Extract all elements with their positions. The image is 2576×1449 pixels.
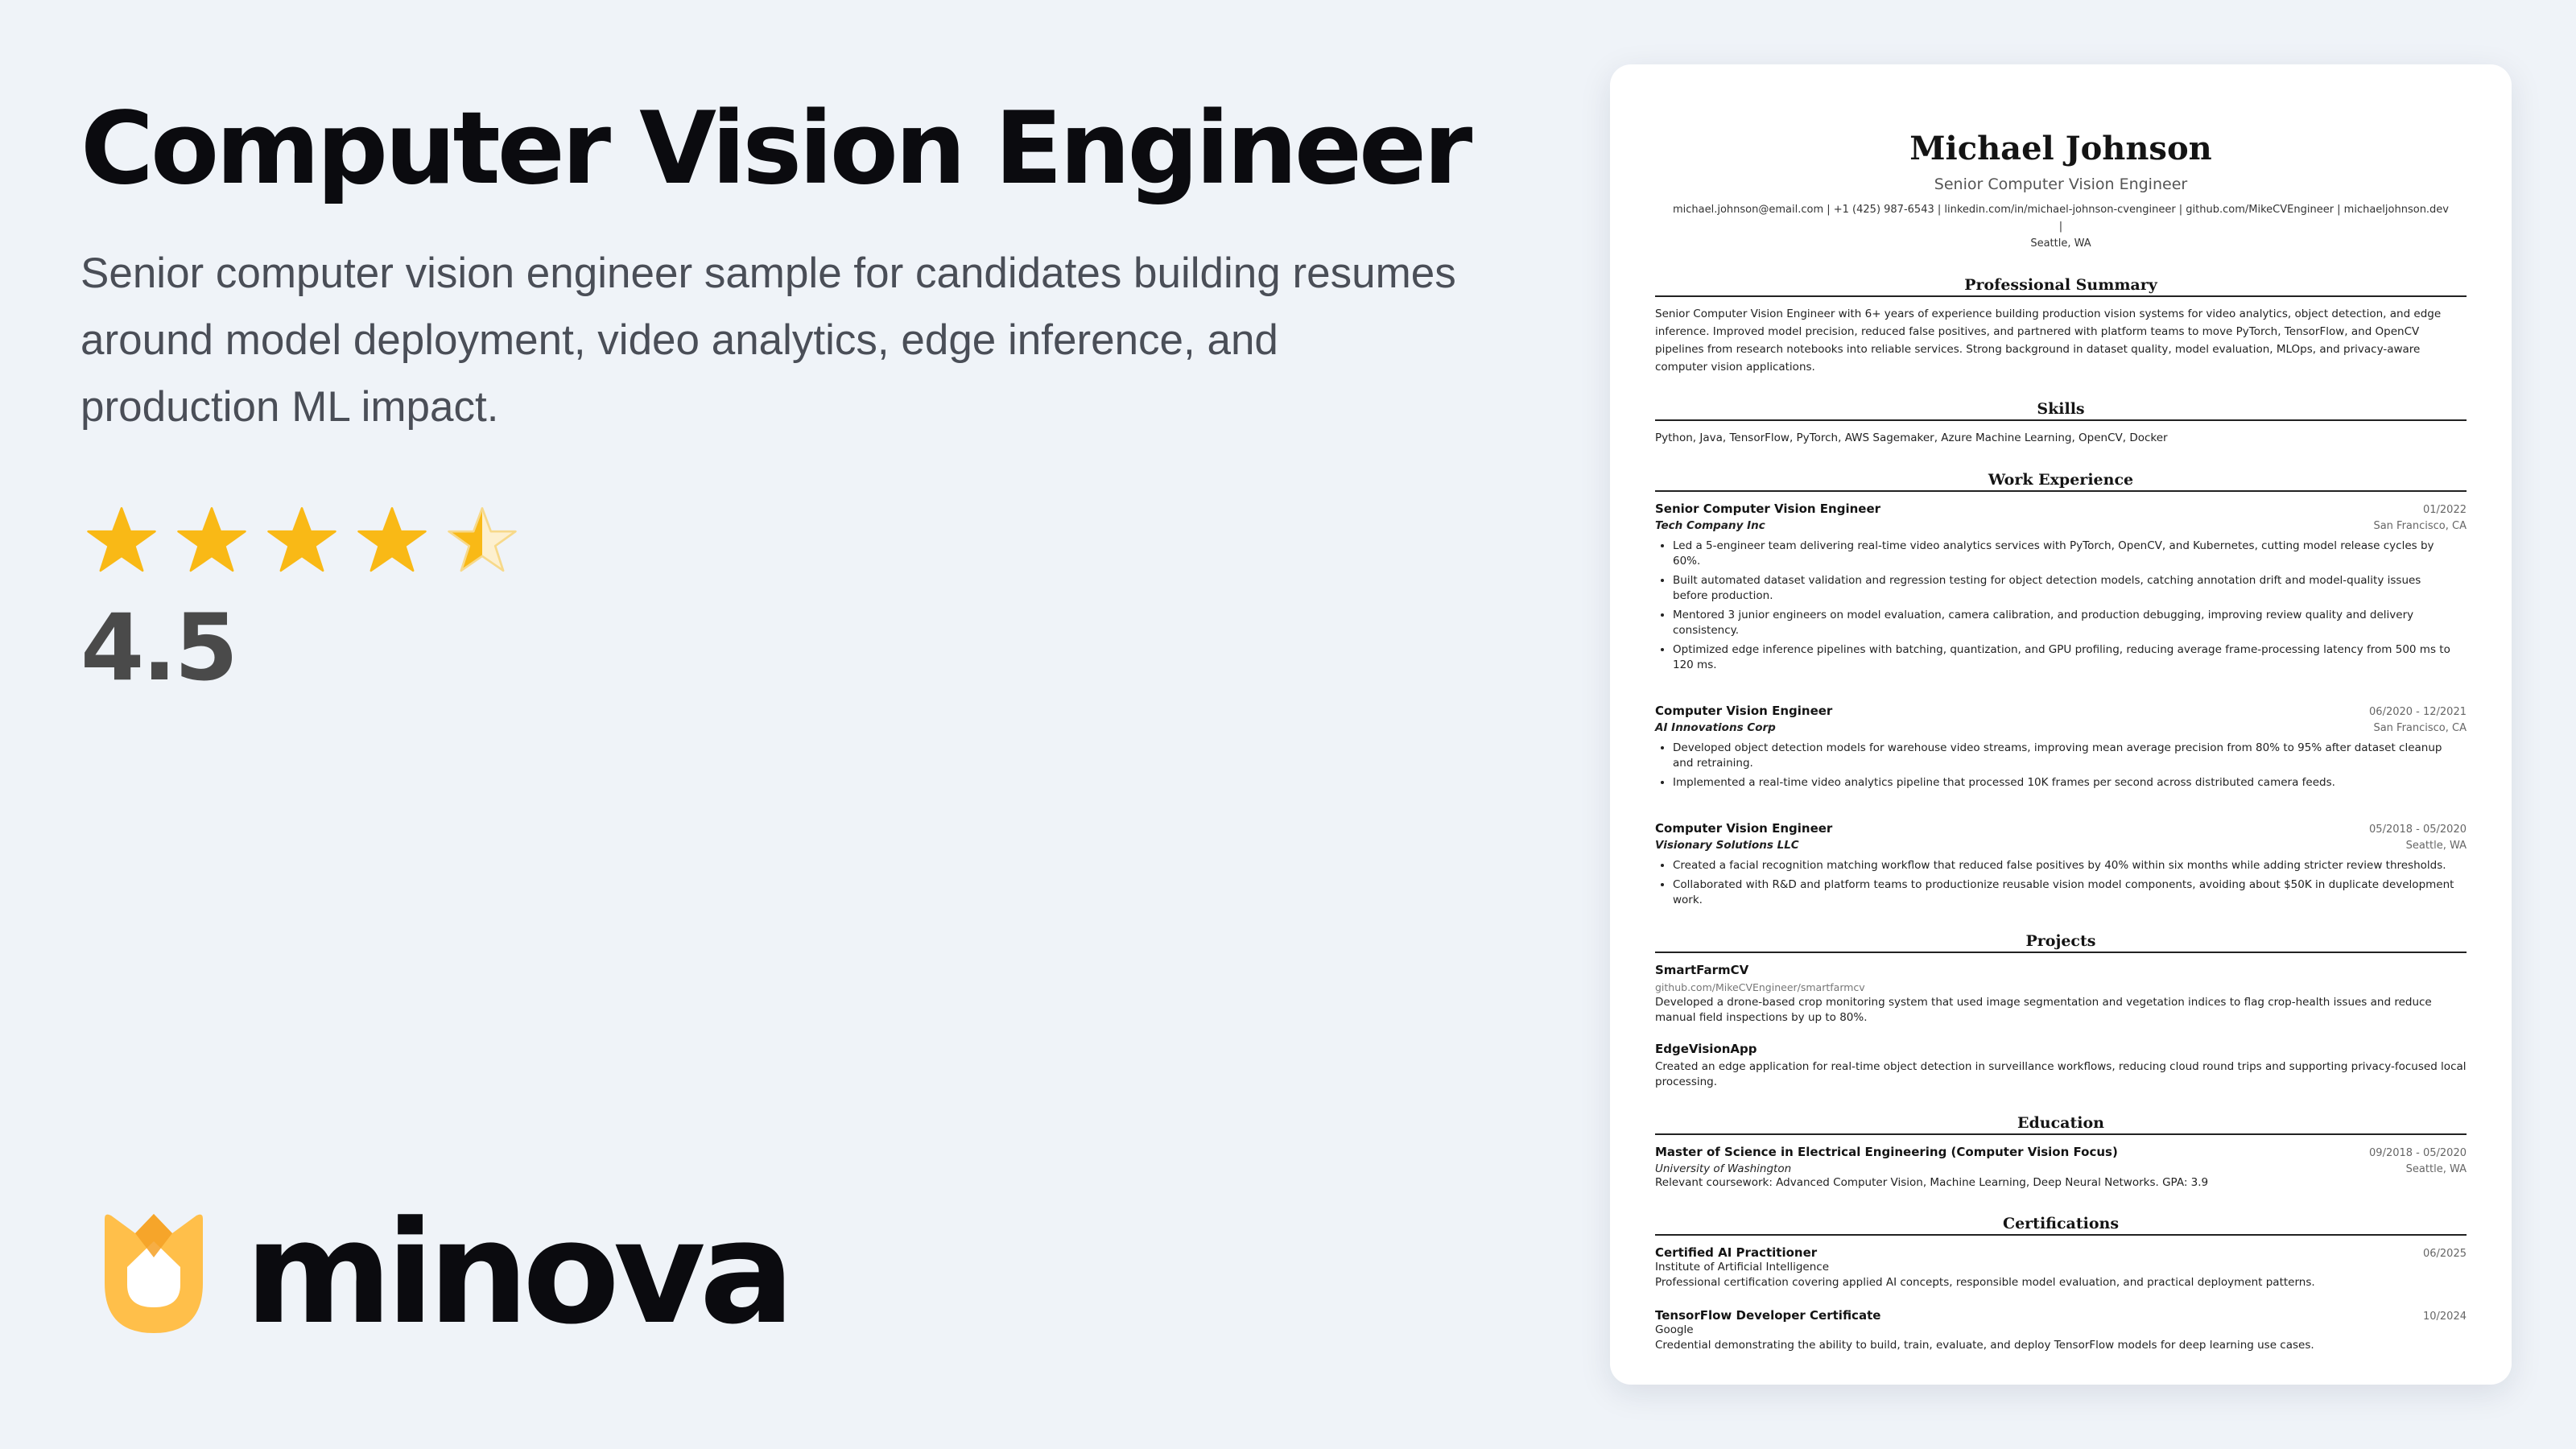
job-entry — [1655, 821, 2467, 908]
bullet-item: • Mentored 3 junior engineers on model evaluation, camera calibration, and production debugging, improving review quality and delivery consistency. — [1673, 608, 2467, 638]
star-icon — [175, 504, 248, 576]
school-location: Seattle, WA — [2405, 1163, 2467, 1175]
star-icon — [446, 504, 518, 576]
degree: Master of Science in Electrical Engineering (Computer Vision Focus) — [1655, 1145, 2118, 1159]
education-item — [1655, 1145, 2467, 1191]
brand-name: minova — [245, 1191, 789, 1356]
section-title: Education — [1655, 1114, 2467, 1135]
bullet-item: • Implemented a real-time video analytics pipeline that processed 10K frames per second across distributed camera feeds. — [1673, 775, 2467, 791]
summary-text: Senior Computer Vision Engineer with 6+ years of experience building production vision systems for video analytics, object detection, and edge inference. Improved model precision, reduced false positives, and partnered with platform teams to move PyTorch, TensorFlow, and OpenCV pipelines from research notebooks into reliable services. Strong background in dataset quality, model evaluation, MLOps, and privacy-aware computer vision applications. — [1655, 308, 2442, 374]
resume-contact — [1655, 201, 2467, 252]
hero — [80, 89, 1470, 440]
job-date: 05/2018 - 05/2020 — [2369, 824, 2467, 836]
education-details: Relevant coursework: Advanced Computer Vision, Machine Learning, Deep Neural Networks. GPA: 3.9 — [1655, 1176, 2209, 1189]
bullet-item: • Led a 5-engineer team delivering real-time video analytics services with PyTorch, OpenCV, and Kubernetes, cutting model release cycles by 60%. — [1673, 539, 2467, 569]
project-item — [1655, 1042, 2467, 1090]
rating-value: 4.5 — [80, 594, 236, 701]
company-name: Visionary Solutions LLC — [1655, 839, 1799, 852]
certifications-section — [1655, 1215, 2467, 1353]
project-description: Created an edge application for real-time object detection in surveillance workflows, reducing cloud round trips and supporting privacy-focused local processing. — [1655, 1060, 2467, 1088]
resume-role: Senior Computer Vision Engineer — [1934, 175, 2188, 193]
job-list — [1655, 502, 2467, 908]
certification-date: 10/2024 — [2422, 1311, 2467, 1323]
certification-description: Credential demonstrating the ability to build, train, evaluate, and deploy TensorFlow models for deep learning use cases. — [1655, 1339, 2314, 1352]
job-location: Seattle, WA — [2405, 840, 2467, 852]
company-name: Tech Company Inc — [1655, 519, 1765, 532]
contact-location: Seattle, WA — [2030, 237, 2091, 250]
star-icon — [266, 504, 338, 576]
certification-issuer: Institute of Artificial Intelligence — [1655, 1261, 1830, 1274]
section-title: Professional Summary — [1655, 276, 2467, 297]
project-link[interactable]: github.com/MikeCVEngineer/smartfarmcv — [1655, 981, 1865, 993]
tulip-logo-icon — [95, 1209, 213, 1338]
job-date: 06/2020 - 12/2021 — [2369, 706, 2467, 718]
resume-name: Michael Johnson — [1909, 130, 2212, 167]
certification-item — [1655, 1308, 2467, 1353]
job-bullets — [1655, 539, 2467, 673]
star-icon — [85, 504, 158, 576]
bullet-item: • Collaborated with R&D and platform teams to productionize reusable vision model components, avoiding about $50K in duplicate development work. — [1673, 877, 2467, 908]
education-date: 09/2018 - 05/2020 — [2369, 1147, 2467, 1159]
brand — [95, 1191, 789, 1356]
resume-preview — [1610, 64, 2512, 1385]
certification-name: TensorFlow Developer Certificate — [1655, 1308, 1881, 1323]
section-title: Skills — [1655, 400, 2467, 421]
project-description: Developed a drone-based crop monitoring system that used image segmentation and vegetation indices to flag crop-health issues and reduce manual field inspections by up to 80%. — [1655, 996, 2432, 1024]
project-name: EdgeVisionApp — [1655, 1042, 1757, 1056]
page-title: Computer Vision Engineer — [80, 91, 1470, 207]
job-title: Senior Computer Vision Engineer — [1655, 502, 1881, 516]
skills-section — [1655, 400, 2467, 447]
project-item — [1655, 963, 2467, 1026]
page-subtitle: Senior computer vision engineer sample for candidates building resumes around model deployment, video analytics, edge inference, and production ML impact. — [80, 250, 1456, 431]
section-title: Certifications — [1655, 1215, 2467, 1236]
certification-date: 06/2025 — [2422, 1248, 2467, 1260]
star-icon — [356, 504, 428, 576]
job-location: San Francisco, CA — [2373, 520, 2467, 532]
certification-issuer: Google — [1655, 1323, 1694, 1336]
job-location: San Francisco, CA — [2373, 722, 2467, 734]
project-name: SmartFarmCV — [1655, 963, 1749, 977]
job-date: 01/2022 — [2422, 504, 2467, 516]
job-entry — [1655, 704, 2467, 791]
company-name: AI Innovations Corp — [1655, 721, 1776, 734]
job-title: Computer Vision Engineer — [1655, 704, 1833, 718]
bullet-item: • Optimized edge inference pipelines with batching, quantization, and GPU profiling, reducing average frame-processing latency from 500 ms to 120 ms. — [1673, 642, 2467, 673]
job-bullets — [1655, 858, 2467, 908]
bullet-item: • Created a facial recognition matching workflow that reduced false positives by 40% within six months while adding stricter review thresholds. — [1673, 858, 2467, 873]
contact-line: michael.johnson@email.com | +1 (425) 987-6543 | linkedin.com/in/michael-johnson-cvengineer | github.com/MikeCVEngineer | michaeljohnson.dev | — [1672, 204, 2450, 233]
skills-text: Python, Java, TensorFlow, PyTorch, AWS Sagemaker, Azure Machine Learning, OpenCV, Docker — [1655, 431, 2168, 444]
certification-name: Certified AI Practitioner — [1655, 1245, 1818, 1260]
certification-description: Professional certification covering applied AI concepts, responsible model evaluation, and practical deployment patterns. — [1655, 1276, 2315, 1289]
bullet-item: • Developed object detection models for warehouse video streams, improving mean average precision from 80% to 95% after dataset cleanup and retraining. — [1673, 741, 2467, 771]
section-title: Work Experience — [1655, 471, 2467, 492]
job-title: Computer Vision Engineer — [1655, 821, 1833, 836]
job-bullets — [1655, 741, 2467, 791]
star-rating — [85, 504, 536, 576]
projects-section — [1655, 932, 2467, 1090]
school: University of Washington — [1655, 1162, 1792, 1175]
education-section — [1655, 1114, 2467, 1191]
bullet-item: • Built automated dataset validation and regression testing for object detection models, catching annotation drift and model-quality issues before production. — [1673, 573, 2467, 604]
summary-section — [1655, 276, 2467, 376]
section-title: Projects — [1655, 932, 2467, 953]
job-entry — [1655, 502, 2467, 673]
experience-section — [1655, 471, 2467, 908]
certification-item — [1655, 1245, 2467, 1290]
